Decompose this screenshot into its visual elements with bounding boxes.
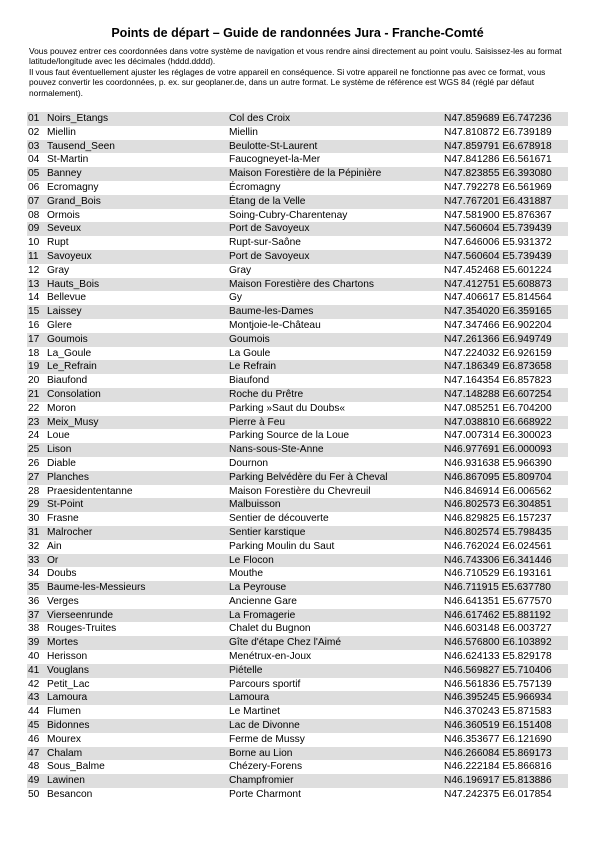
page-title: Points de départ – Guide de randonnées Jura - Franche-Comté xyxy=(111,26,484,40)
cell-number: 49 xyxy=(27,774,47,788)
cell-place-name: La Fromagerie xyxy=(229,609,444,623)
cell-place-name: Le Martinet xyxy=(229,706,280,718)
table-row xyxy=(27,554,568,568)
cell-route-id: Loue xyxy=(47,430,70,442)
cell-coordinates: N47.406617 E5.814564 xyxy=(444,292,552,304)
cell-coordinates: N46.370243 E5.871583 xyxy=(444,706,552,718)
cell-place-name: Col des Croix xyxy=(229,112,444,126)
cell-place-name: Beulotte-St-Laurent xyxy=(229,140,444,154)
cell-route-id: Petit_Lac xyxy=(47,678,90,690)
table-row xyxy=(27,747,568,761)
cell-route-id: Le_Refrain xyxy=(47,360,229,374)
cell-number: 23 xyxy=(27,416,47,430)
cell-number: 03 xyxy=(27,140,47,154)
cell-number: 13 xyxy=(27,278,47,292)
cell-coordinates: N47.452468 E5.601224 xyxy=(444,264,552,276)
cell-route-id: Herisson xyxy=(47,651,88,663)
table-row xyxy=(27,678,568,692)
table-row xyxy=(27,636,568,650)
table-row xyxy=(27,236,568,250)
cell-place-name: Maison Forestière de la Pépinière xyxy=(229,167,444,181)
table-row xyxy=(27,319,568,333)
cell-route-id: Lison xyxy=(47,443,229,457)
intro-paragraph-1: Vous pouvez entrer ces coordonnées dans votre système de navigation et vous rendre ainsi directement au point voulu. Saisissez-les au format latitude/longitude avec les décimales (hddd.dddd). xyxy=(29,46,562,67)
cell-place-name: Ferme de Mussy xyxy=(229,733,305,745)
cell-coordinates: N47.646006 E5.931372 xyxy=(444,237,552,249)
cell-place-name: Pierre à Feu xyxy=(229,416,444,430)
cell-number: 33 xyxy=(27,554,47,568)
cell-coordinates: N47.767201 E6.431887 xyxy=(444,195,568,209)
table-row xyxy=(27,526,568,540)
cell-number: 30 xyxy=(28,513,40,525)
cell-place-name: Parking »Saut du Doubs« xyxy=(229,402,346,414)
cell-place-name: Malbuisson xyxy=(229,498,444,512)
table-row xyxy=(27,264,568,278)
table-row xyxy=(27,540,568,554)
table-row xyxy=(27,126,568,140)
cell-number: 07 xyxy=(27,195,47,209)
table-row xyxy=(27,402,568,416)
cell-route-id: Glere xyxy=(47,319,72,331)
cell-route-id: Bellevue xyxy=(47,292,87,304)
table-row xyxy=(27,291,568,305)
cell-place-name: Miellin xyxy=(229,126,258,138)
cell-coordinates: N46.617462 E5.881192 xyxy=(444,609,568,623)
cell-route-id: Rouges-Truites xyxy=(47,623,117,635)
cell-place-name: Roche du Prêtre xyxy=(229,388,444,402)
cell-place-name: Écromagny xyxy=(229,181,281,193)
cell-number: 08 xyxy=(28,209,40,221)
table-row xyxy=(27,609,568,623)
cell-coordinates: N47.242375 E6.017854 xyxy=(444,789,552,801)
cell-coordinates: N46.603148 E6.003727 xyxy=(444,623,552,635)
cell-route-id: Baume-les-Messieurs xyxy=(47,581,229,595)
cell-number: 22 xyxy=(28,402,40,414)
table-row xyxy=(27,581,568,595)
cell-place-name: Menétrux-en-Joux xyxy=(229,651,312,663)
cell-place-name: Chézery-Forens xyxy=(229,761,303,773)
cell-coordinates: N46.867095 E5.809704 xyxy=(444,471,568,485)
cell-place-name: Le Refrain xyxy=(229,360,444,374)
cell-number: 21 xyxy=(27,388,47,402)
cell-coordinates: N47.581900 E5.876367 xyxy=(444,209,552,221)
cell-route-id: Consolation xyxy=(47,388,229,402)
cell-place-name: Le Flocon xyxy=(229,554,444,568)
cell-coordinates: N47.810872 E6.739189 xyxy=(444,126,552,138)
cell-number: 20 xyxy=(28,375,40,387)
cell-coordinates: N46.196917 E5.813886 xyxy=(444,774,568,788)
table-row xyxy=(27,471,568,485)
cell-route-id: Hauts_Bois xyxy=(47,278,229,292)
cell-coordinates: N46.266084 E5.869173 xyxy=(444,747,568,761)
cell-route-id: Or xyxy=(47,554,229,568)
table-row xyxy=(27,388,568,402)
cell-place-name: Lamoura xyxy=(229,691,444,705)
cell-coordinates: N46.576800 E6.103892 xyxy=(444,636,568,650)
cell-coordinates: N47.859689 E6.747236 xyxy=(444,112,568,126)
cell-coordinates: N47.347466 E6.902204 xyxy=(444,319,552,331)
cell-number: 11 xyxy=(27,250,47,264)
cell-place-name: Chalet du Bugnon xyxy=(229,623,311,635)
cell-coordinates: N46.743306 E6.341446 xyxy=(444,554,568,568)
cell-number: 26 xyxy=(28,457,40,469)
cell-place-name: Port de Savoyeux xyxy=(229,250,444,264)
table-row xyxy=(27,443,568,457)
starting-points-table xyxy=(27,112,568,802)
table-row xyxy=(27,181,568,195)
cell-route-id: Lawinen xyxy=(47,774,229,788)
cell-place-name: Parking Moulin du Saut xyxy=(229,540,335,552)
table-row xyxy=(27,705,568,719)
cell-place-name: Gray xyxy=(229,264,252,276)
cell-place-name: Gîte d'étape Chez l'Aimé xyxy=(229,636,444,650)
cell-route-id: Planches xyxy=(47,471,229,485)
cell-route-id: Bidonnes xyxy=(47,719,229,733)
cell-number: 42 xyxy=(28,678,40,690)
cell-route-id: Goumois xyxy=(47,333,229,347)
cell-place-name: Goumois xyxy=(229,333,444,347)
cell-coordinates: N46.802573 E6.304851 xyxy=(444,498,568,512)
cell-coordinates: N47.412751 E5.608873 xyxy=(444,278,568,292)
table-row xyxy=(27,498,568,512)
cell-number: 17 xyxy=(27,333,47,347)
cell-route-id: Lamoura xyxy=(47,691,229,705)
cell-route-id: Biaufond xyxy=(47,375,88,387)
cell-number: 01 xyxy=(27,112,47,126)
cell-route-id: Gray xyxy=(47,264,70,276)
cell-number: 29 xyxy=(27,498,47,512)
cell-route-id: Vierseenrunde xyxy=(47,609,229,623)
cell-number: 02 xyxy=(28,126,40,138)
cell-coordinates: N47.186349 E6.873658 xyxy=(444,360,568,374)
cell-place-name: Parcours sportif xyxy=(229,678,301,690)
cell-place-name: Sentier de découverte xyxy=(229,513,329,525)
cell-place-name: Mouthe xyxy=(229,568,263,580)
cell-coordinates: N46.762024 E6.024561 xyxy=(444,540,552,552)
cell-place-name: Gy xyxy=(229,292,243,304)
cell-place-name: Lac de Divonne xyxy=(229,719,444,733)
cell-place-name: La Goule xyxy=(229,347,271,359)
cell-number: 34 xyxy=(28,568,40,580)
table-row xyxy=(27,347,568,361)
cell-number: 19 xyxy=(27,360,47,374)
cell-route-id: Ecromagny xyxy=(47,181,99,193)
cell-route-id: Tausend_Seen xyxy=(47,140,229,154)
table-row xyxy=(27,222,568,236)
cell-route-id: Meix_Musy xyxy=(47,416,229,430)
cell-number: 09 xyxy=(27,222,47,236)
cell-number: 31 xyxy=(27,526,47,540)
cell-coordinates: N46.561836 E5.757139 xyxy=(444,678,552,690)
cell-coordinates: N46.977691 E6.000093 xyxy=(444,443,568,457)
cell-place-name: La Peyrouse xyxy=(229,581,444,595)
intro-paragraph-2: Il vous faut éventuellement ajuster les réglages de votre appareil en conséquence. Si votre appareil ne fonctionne pas avec ce format, vous pouvez convertir les coordonnées, p. ex. sur geoplaner.de, dans un autre format. Le système de référence est WGS 84 (réglé par défaut normalement). xyxy=(29,66,546,98)
cell-route-id: Praesidententanne xyxy=(47,485,133,497)
cell-place-name: Parking Source de la Loue xyxy=(229,430,350,442)
table-row xyxy=(27,360,568,374)
cell-place-name: Montjoie-le-Château xyxy=(229,319,321,331)
table-row xyxy=(27,333,568,347)
starting-points-rows xyxy=(27,112,568,802)
cell-number: 25 xyxy=(27,443,47,457)
cell-coordinates: N47.560604 E5.739439 xyxy=(444,250,568,264)
cell-route-id: Diable xyxy=(47,457,76,469)
cell-coordinates: N46.829825 E6.157237 xyxy=(444,513,552,525)
table-row xyxy=(27,774,568,788)
intro-text xyxy=(29,46,569,98)
cell-number: 12 xyxy=(28,264,40,276)
cell-number: 47 xyxy=(27,747,47,761)
table-row xyxy=(27,167,568,181)
cell-number: 44 xyxy=(28,706,40,718)
table-row xyxy=(27,622,568,636)
cell-place-name: Ancienne Gare xyxy=(229,595,297,607)
cell-place-name: Biaufond xyxy=(229,375,270,387)
cell-coordinates: N46.641351 E5.677570 xyxy=(444,595,552,607)
cell-place-name: Borne au Lion xyxy=(229,747,444,761)
table-row xyxy=(27,195,568,209)
cell-place-name: Faucogneyet-la-Mer xyxy=(229,154,321,166)
table-row xyxy=(27,595,568,609)
table-row xyxy=(27,250,568,264)
cell-coordinates: N46.624133 E5.829178 xyxy=(444,651,552,663)
table-row xyxy=(27,112,568,126)
cell-number: 24 xyxy=(28,430,40,442)
cell-number: 43 xyxy=(27,691,47,705)
cell-coordinates: N46.569827 E5.710406 xyxy=(444,664,568,678)
cell-number: 45 xyxy=(27,719,47,733)
cell-number: 14 xyxy=(28,292,40,304)
cell-route-id: St-Point xyxy=(47,498,229,512)
cell-number: 28 xyxy=(28,485,40,497)
cell-coordinates: N47.823855 E6.393080 xyxy=(444,167,568,181)
cell-number: 04 xyxy=(28,154,40,166)
cell-route-id: Malrocher xyxy=(47,526,229,540)
cell-route-id: Chalam xyxy=(47,747,229,761)
table-row xyxy=(27,374,568,388)
cell-number: 15 xyxy=(27,305,47,319)
cell-coordinates: N47.164354 E6.857823 xyxy=(444,375,552,387)
cell-coordinates: N46.395245 E5.966934 xyxy=(444,691,568,705)
cell-coordinates: N47.841286 E6.561671 xyxy=(444,154,552,166)
cell-place-name: Baume-les-Dames xyxy=(229,305,444,319)
table-row xyxy=(27,305,568,319)
cell-route-id: Doubs xyxy=(47,568,77,580)
cell-coordinates: N46.931638 E5.966390 xyxy=(444,457,552,469)
cell-number: 37 xyxy=(27,609,47,623)
table-row xyxy=(27,760,568,774)
table-row xyxy=(27,650,568,664)
cell-coordinates: N47.148288 E6.607254 xyxy=(444,388,568,402)
cell-number: 40 xyxy=(28,651,40,663)
table-row xyxy=(27,278,568,292)
table-row xyxy=(27,153,568,167)
cell-place-name: Sentier karstique xyxy=(229,526,444,540)
table-row xyxy=(27,664,568,678)
cell-place-name: Piételle xyxy=(229,664,444,678)
table-row xyxy=(27,691,568,705)
cell-route-id: La_Goule xyxy=(47,347,92,359)
cell-place-name: Parking Belvédère du Fer à Cheval xyxy=(229,471,444,485)
cell-coordinates: N46.353677 E6.121690 xyxy=(444,733,552,745)
cell-place-name: Étang de la Velle xyxy=(229,195,444,209)
cell-route-id: Moron xyxy=(47,402,76,414)
cell-number: 10 xyxy=(28,237,40,249)
table-row xyxy=(27,485,568,499)
table-row xyxy=(27,429,568,443)
cell-coordinates: N46.222184 E5.866816 xyxy=(444,761,552,773)
cell-route-id: Noirs_Etangs xyxy=(47,112,229,126)
cell-route-id: Flumen xyxy=(47,706,81,718)
table-row xyxy=(27,719,568,733)
cell-number: 46 xyxy=(28,733,40,745)
cell-route-id: Vouglans xyxy=(47,664,229,678)
cell-route-id: Seveux xyxy=(47,222,229,236)
cell-number: 36 xyxy=(28,595,40,607)
table-row xyxy=(27,457,568,471)
cell-route-id: Miellin xyxy=(47,126,76,138)
cell-coordinates: N47.859791 E6.678918 xyxy=(444,140,568,154)
cell-place-name: Maison Forestière des Chartons xyxy=(229,278,444,292)
cell-number: 35 xyxy=(27,581,47,595)
cell-route-id: Savoyeux xyxy=(47,250,229,264)
table-row xyxy=(27,788,568,802)
cell-coordinates: N46.710529 E6.193161 xyxy=(444,568,552,580)
cell-route-id: Ormois xyxy=(47,209,80,221)
cell-coordinates: N46.711915 E5.637780 xyxy=(444,581,568,595)
cell-coordinates: N47.792278 E6.561969 xyxy=(444,181,552,193)
table-row xyxy=(27,512,568,526)
cell-coordinates: N47.560604 E5.739439 xyxy=(444,222,568,236)
cell-route-id: Mourex xyxy=(47,733,81,745)
cell-number: 38 xyxy=(28,623,40,635)
cell-number: 06 xyxy=(28,181,40,193)
cell-place-name: Nans-sous-Ste-Anne xyxy=(229,443,444,457)
cell-number: 41 xyxy=(27,664,47,678)
cell-coordinates: N46.360519 E6.151408 xyxy=(444,719,568,733)
cell-place-name: Porte Charmont xyxy=(229,789,301,801)
cell-route-id: Frasne xyxy=(47,513,79,525)
cell-route-id: Rupt xyxy=(47,237,69,249)
table-row xyxy=(27,416,568,430)
cell-coordinates: N47.224032 E6.926159 xyxy=(444,347,552,359)
cell-number: 27 xyxy=(27,471,47,485)
table-row xyxy=(27,733,568,747)
table-row xyxy=(27,209,568,223)
cell-place-name: Port de Savoyeux xyxy=(229,222,444,236)
table-row xyxy=(27,140,568,154)
cell-route-id: Banney xyxy=(47,167,229,181)
cell-number: 05 xyxy=(27,167,47,181)
cell-coordinates: N46.846914 E6.006562 xyxy=(444,485,552,497)
cell-route-id: Mortes xyxy=(47,636,229,650)
cell-coordinates: N46.802574 E5.798435 xyxy=(444,526,568,540)
cell-coordinates: N47.007314 E6.300023 xyxy=(444,430,552,442)
cell-number: 50 xyxy=(28,789,40,801)
cell-number: 48 xyxy=(28,761,40,773)
cell-number: 39 xyxy=(27,636,47,650)
cell-number: 18 xyxy=(28,347,40,359)
cell-coordinates: N47.354020 E6.359165 xyxy=(444,305,568,319)
cell-route-id: Grand_Bois xyxy=(47,195,229,209)
cell-coordinates: N47.261366 E6.949749 xyxy=(444,333,568,347)
cell-place-name: Soing-Cubry-Charentenay xyxy=(229,209,348,221)
table-row xyxy=(27,567,568,581)
cell-number: 16 xyxy=(28,319,40,331)
cell-coordinates: N47.085251 E6.704200 xyxy=(444,402,552,414)
cell-route-id: Besancon xyxy=(47,789,93,801)
cell-place-name: Rupt-sur-Saône xyxy=(229,237,301,249)
cell-coordinates: N47.038810 E6.668922 xyxy=(444,416,568,430)
cell-route-id: Ain xyxy=(47,540,62,552)
cell-number: 32 xyxy=(28,540,40,552)
cell-route-id: St-Martin xyxy=(47,154,89,166)
cell-route-id: Laissey xyxy=(47,305,229,319)
cell-place-name: Dournon xyxy=(229,457,269,469)
cell-route-id: Verges xyxy=(47,595,79,607)
cell-place-name: Maison Forestière du Chevreuil xyxy=(229,485,371,497)
cell-route-id: Sous_Balme xyxy=(47,761,105,773)
cell-place-name: Champfromier xyxy=(229,774,444,788)
